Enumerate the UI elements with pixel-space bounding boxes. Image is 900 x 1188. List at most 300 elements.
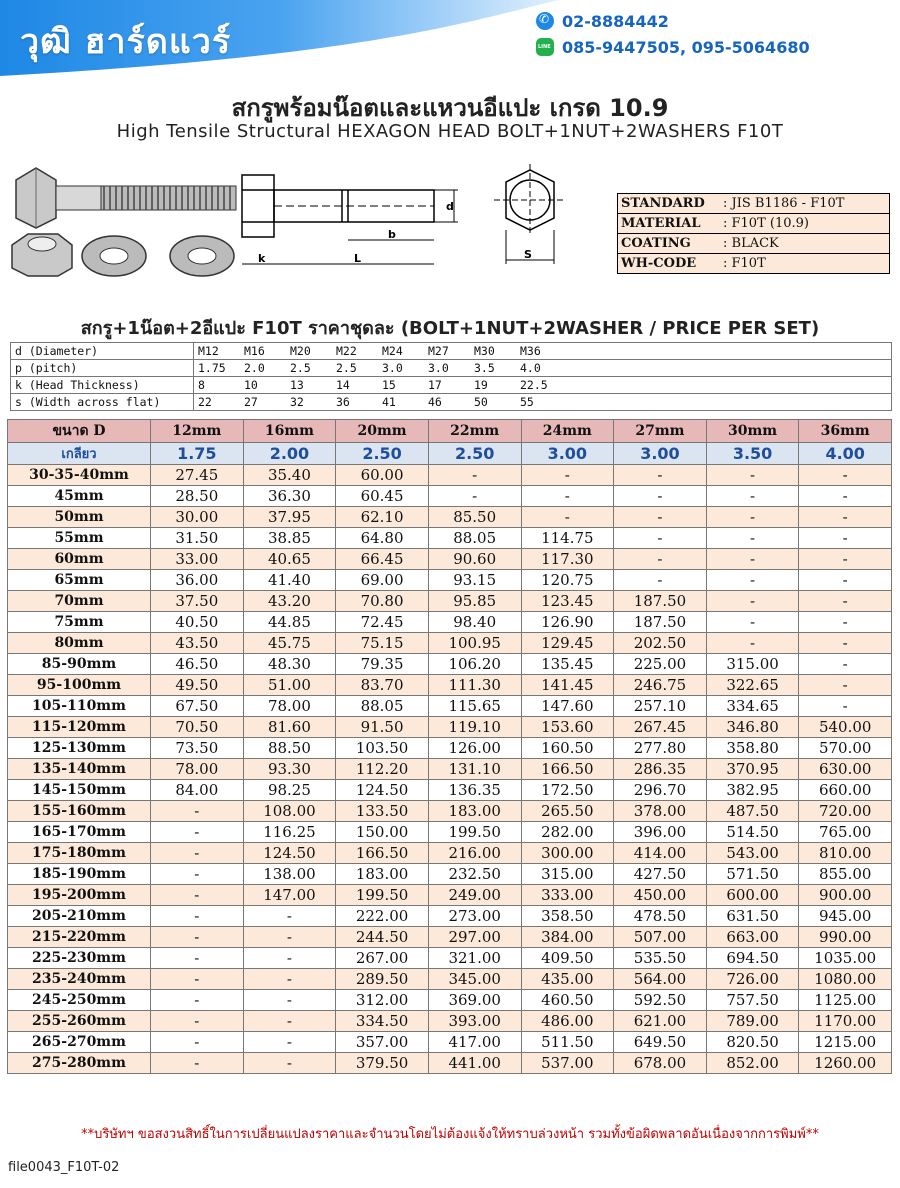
price-cell: -	[799, 654, 892, 675]
price-cell: 511.50	[521, 1032, 614, 1053]
price-cell: 83.70	[336, 675, 429, 696]
price-row	[8, 927, 892, 948]
diameter-header: 27mm	[614, 420, 707, 443]
dimension-value: 27	[240, 394, 286, 411]
price-row	[8, 864, 892, 885]
price-cell: 124.50	[336, 780, 429, 801]
dimension-value: 2.5	[332, 360, 378, 377]
price-cell: 450.00	[614, 885, 707, 906]
price-cell: -	[151, 1011, 244, 1032]
price-cell: 112.20	[336, 759, 429, 780]
price-cell: 694.50	[706, 948, 799, 969]
bolt-length: 95-100mm	[8, 675, 151, 696]
price-cell: 51.00	[243, 675, 336, 696]
price-cell: 199.50	[336, 885, 429, 906]
price-cell: 396.00	[614, 822, 707, 843]
price-cell: 38.85	[243, 528, 336, 549]
diameter-header: 24mm	[521, 420, 614, 443]
dimension-row	[11, 377, 892, 394]
price-cell: -	[706, 591, 799, 612]
price-cell: 126.90	[521, 612, 614, 633]
price-cell: 257.10	[614, 696, 707, 717]
price-cell: 72.45	[336, 612, 429, 633]
price-cell: 378.00	[614, 801, 707, 822]
price-row	[8, 1053, 892, 1074]
bolt-length: 155-160mm	[8, 801, 151, 822]
spec-table	[617, 193, 890, 274]
phone-number: 02-8884442	[562, 12, 669, 31]
dimension-label: p (pitch)	[11, 360, 194, 377]
bolt-length: 125-130mm	[8, 738, 151, 759]
price-row	[8, 801, 892, 822]
price-cell: 147.00	[243, 885, 336, 906]
price-cell: 417.00	[428, 1032, 521, 1053]
price-cell: 90.60	[428, 549, 521, 570]
price-cell: -	[614, 549, 707, 570]
price-cell: 334.50	[336, 1011, 429, 1032]
price-cell: 75.15	[336, 633, 429, 654]
price-cell: 43.20	[243, 591, 336, 612]
dimension-value: 8	[194, 377, 241, 394]
price-cell: 37.95	[243, 507, 336, 528]
price-row	[8, 1032, 892, 1053]
price-cell: -	[243, 927, 336, 948]
price-cell: 129.45	[521, 633, 614, 654]
price-cell: 945.00	[799, 906, 892, 927]
price-row	[8, 822, 892, 843]
price-cell: 379.50	[336, 1053, 429, 1074]
price-cell: 116.25	[243, 822, 336, 843]
price-cell: 48.30	[243, 654, 336, 675]
spec-key: WH-CODE	[618, 254, 721, 274]
price-cell: 37.50	[151, 591, 244, 612]
disclaimer-note: **บริษัทฯ ขอสงวนสิทธิ์ในการเปลี่ยนแปลงราคาและจำนวนโดยไม่ต้องแจ้งให้ทราบล่วงหน้า รวมทั้งข้อผิดพลาดอันเนื่องจากการพิมพ์**	[81, 1127, 819, 1142]
price-row	[8, 528, 892, 549]
price-cell: 187.50	[614, 612, 707, 633]
price-cell: -	[521, 507, 614, 528]
bolt-length: 185-190mm	[8, 864, 151, 885]
bolt-length: 235-240mm	[8, 969, 151, 990]
bolt-length: 45mm	[8, 486, 151, 507]
bolt-length: 195-200mm	[8, 885, 151, 906]
bolt-length: 135-140mm	[8, 759, 151, 780]
price-cell: -	[706, 528, 799, 549]
price-cell: 199.50	[428, 822, 521, 843]
price-cell: 660.00	[799, 780, 892, 801]
price-cell: 222.00	[336, 906, 429, 927]
diameter-header: 30mm	[706, 420, 799, 443]
dimension-value: 4.0	[516, 360, 562, 377]
header-banner	[0, 0, 900, 76]
price-cell: -	[521, 486, 614, 507]
price-cell: 246.75	[614, 675, 707, 696]
price-cell: 67.50	[151, 696, 244, 717]
price-cell: 427.50	[614, 864, 707, 885]
line-app-icon	[536, 38, 554, 56]
price-cell: 358.80	[706, 738, 799, 759]
price-cell: 409.50	[521, 948, 614, 969]
dimension-value: M36	[516, 343, 562, 360]
phone-icon	[536, 12, 554, 30]
price-cell: -	[799, 633, 892, 654]
price-cell: 321.00	[428, 948, 521, 969]
dimension-row	[11, 360, 892, 377]
price-cell: 49.50	[151, 675, 244, 696]
price-cell: -	[151, 1053, 244, 1074]
diameter-header-row	[8, 420, 892, 443]
spec-row	[618, 194, 890, 214]
bolt-length: 245-250mm	[8, 990, 151, 1011]
price-cell: 232.50	[428, 864, 521, 885]
price-cell: -	[243, 1011, 336, 1032]
price-cell: -	[799, 612, 892, 633]
bolt-length: 80mm	[8, 633, 151, 654]
dimension-value: M24	[378, 343, 424, 360]
price-cell: 300.00	[521, 843, 614, 864]
file-id: file0043_F10T-02	[8, 1160, 120, 1175]
price-cell: 95.85	[428, 591, 521, 612]
price-cell: -	[614, 465, 707, 486]
bolt-drawings	[8, 160, 598, 280]
price-cell: 478.50	[614, 906, 707, 927]
price-row	[8, 570, 892, 591]
price-cell: 98.25	[243, 780, 336, 801]
pitch-value: 3.00	[521, 443, 614, 465]
price-row	[8, 696, 892, 717]
price-cell: -	[243, 1053, 336, 1074]
bolt-length: 70mm	[8, 591, 151, 612]
washer-images	[82, 236, 234, 276]
price-cell: 514.50	[706, 822, 799, 843]
price-cell: 621.00	[614, 1011, 707, 1032]
price-cell: 44.85	[243, 612, 336, 633]
price-cell: -	[151, 927, 244, 948]
price-cell: 855.00	[799, 864, 892, 885]
price-cell: 30.00	[151, 507, 244, 528]
price-cell: 27.45	[151, 465, 244, 486]
price-cell: 382.95	[706, 780, 799, 801]
dimension-label: k (Head Thickness)	[11, 377, 194, 394]
price-cell: 120.75	[521, 570, 614, 591]
dimension-value: 17	[424, 377, 470, 394]
dimension-value: 13	[286, 377, 332, 394]
bolt-length: 75mm	[8, 612, 151, 633]
price-cell: 460.50	[521, 990, 614, 1011]
price-cell: 273.00	[428, 906, 521, 927]
pitch-value: 1.75	[151, 443, 244, 465]
bolt-length: 115-120mm	[8, 717, 151, 738]
bolt-length: 145-150mm	[8, 780, 151, 801]
price-row	[8, 969, 892, 990]
price-cell: 346.80	[706, 717, 799, 738]
phone-contact[interactable]	[536, 12, 669, 31]
dimension-value: 22.5	[516, 377, 562, 394]
dimension-value: 19	[470, 377, 516, 394]
price-cell: 631.50	[706, 906, 799, 927]
price-cell: 81.60	[243, 717, 336, 738]
price-cell: 649.50	[614, 1032, 707, 1053]
dimension-label: s (Width across flat)	[11, 394, 194, 411]
price-cell: 370.95	[706, 759, 799, 780]
bolt-length: 265-270mm	[8, 1032, 151, 1053]
price-cell: 115.65	[428, 696, 521, 717]
spec-key: STANDARD	[618, 194, 721, 214]
pitch-value: 2.50	[428, 443, 521, 465]
dimension-table	[10, 342, 892, 411]
price-row	[8, 654, 892, 675]
spec-value: : F10T	[720, 254, 890, 274]
diameter-header: 22mm	[428, 420, 521, 443]
price-row	[8, 780, 892, 801]
price-cell: -	[151, 864, 244, 885]
dimension-label: d (Diameter)	[11, 343, 194, 360]
dimension-value: 36	[332, 394, 378, 411]
label-b: b	[388, 228, 396, 241]
price-cell: 216.00	[428, 843, 521, 864]
dimension-value: 10	[240, 377, 286, 394]
price-cell: -	[151, 969, 244, 990]
price-cell: 315.00	[706, 654, 799, 675]
dimension-value: 1.75	[194, 360, 241, 377]
price-cell: 172.50	[521, 780, 614, 801]
price-cell: 289.50	[336, 969, 429, 990]
price-cell: 630.00	[799, 759, 892, 780]
price-cell: 124.50	[243, 843, 336, 864]
price-row	[8, 885, 892, 906]
price-cell: 64.80	[336, 528, 429, 549]
price-cell: 40.50	[151, 612, 244, 633]
price-cell: 147.60	[521, 696, 614, 717]
price-cell: 187.50	[614, 591, 707, 612]
dimension-value: 14	[332, 377, 378, 394]
price-cell: 296.70	[614, 780, 707, 801]
price-cell: 98.40	[428, 612, 521, 633]
price-cell: -	[151, 801, 244, 822]
price-cell: 73.50	[151, 738, 244, 759]
price-cell: 108.00	[243, 801, 336, 822]
price-cell: 166.50	[336, 843, 429, 864]
dimension-value: 55	[516, 394, 562, 411]
bolt-length: 50mm	[8, 507, 151, 528]
price-cell: -	[243, 969, 336, 990]
price-cell: 852.00	[706, 1053, 799, 1074]
price-cell: 345.00	[428, 969, 521, 990]
spec-key: MATERIAL	[618, 214, 721, 234]
price-cell: 88.05	[336, 696, 429, 717]
spec-row	[618, 254, 890, 274]
price-cell: 183.00	[336, 864, 429, 885]
price-row	[8, 486, 892, 507]
dimension-spacer	[562, 394, 892, 411]
price-cell: 334.65	[706, 696, 799, 717]
price-cell: 1170.00	[799, 1011, 892, 1032]
price-cell: 35.40	[243, 465, 336, 486]
price-cell: 414.00	[614, 843, 707, 864]
pitch-header: เกลียว	[8, 443, 151, 465]
price-cell: 114.75	[521, 528, 614, 549]
price-cell: 41.40	[243, 570, 336, 591]
price-row	[8, 591, 892, 612]
dimension-value: M16	[240, 343, 286, 360]
price-cell: 810.00	[799, 843, 892, 864]
price-cell: -	[706, 486, 799, 507]
dimension-spacer	[562, 377, 892, 394]
bolt-length: 65mm	[8, 570, 151, 591]
price-cell: -	[151, 843, 244, 864]
page-title-english: High Tensile Structural HEXAGON HEAD BOLT+1NUT+2WASHERS F10T	[116, 121, 784, 142]
dimension-value: M22	[332, 343, 378, 360]
spec-row	[618, 214, 890, 234]
price-cell: -	[706, 507, 799, 528]
price-cell: 183.00	[428, 801, 521, 822]
price-cell: 600.00	[706, 885, 799, 906]
price-cell: 103.50	[336, 738, 429, 759]
pitch-value: 3.50	[706, 443, 799, 465]
price-cell: 384.00	[521, 927, 614, 948]
bolt-side-view	[242, 175, 458, 264]
price-cell: -	[151, 990, 244, 1011]
price-cell: -	[428, 465, 521, 486]
price-cell: 225.00	[614, 654, 707, 675]
price-cell: 507.00	[614, 927, 707, 948]
dimension-value: M12	[194, 343, 241, 360]
price-cell: 333.00	[521, 885, 614, 906]
price-cell: 126.00	[428, 738, 521, 759]
price-cell: 131.10	[428, 759, 521, 780]
bolt-length: 165-170mm	[8, 822, 151, 843]
price-cell: 66.45	[336, 549, 429, 570]
price-cell: 43.50	[151, 633, 244, 654]
price-cell: 70.80	[336, 591, 429, 612]
price-cell: -	[706, 465, 799, 486]
price-cell: 357.00	[336, 1032, 429, 1053]
price-cell: -	[614, 570, 707, 591]
price-cell: 537.00	[521, 1053, 614, 1074]
price-cell: -	[151, 885, 244, 906]
spec-value: : JIS B1186 - F10T	[720, 194, 890, 214]
price-cell: -	[799, 549, 892, 570]
price-row	[8, 633, 892, 654]
price-cell: 277.80	[614, 738, 707, 759]
price-section-title: สกรู+1น๊อต+2อีแปะ F10T ราคาชุดละ (BOLT+1NUT+2WASHER / PRICE PER SET)	[80, 318, 820, 339]
label-d: d	[446, 200, 454, 213]
dimension-value: M30	[470, 343, 516, 360]
pitch-value: 2.50	[336, 443, 429, 465]
price-cell: 322.65	[706, 675, 799, 696]
dimension-spacer	[562, 343, 892, 360]
dimension-spacer	[562, 360, 892, 377]
price-cell: -	[243, 1032, 336, 1053]
price-cell: -	[799, 696, 892, 717]
price-row	[8, 717, 892, 738]
bolt-length: 175-180mm	[8, 843, 151, 864]
price-cell: 45.75	[243, 633, 336, 654]
nut-image	[12, 234, 72, 276]
price-cell: 249.00	[428, 885, 521, 906]
price-cell: 62.10	[336, 507, 429, 528]
price-cell: 543.00	[706, 843, 799, 864]
price-cell: 150.00	[336, 822, 429, 843]
dimension-value: 2.5	[286, 360, 332, 377]
price-cell: 358.50	[521, 906, 614, 927]
dimension-value: 41	[378, 394, 424, 411]
dimension-value: M20	[286, 343, 332, 360]
price-cell: 60.00	[336, 465, 429, 486]
price-cell: -	[799, 675, 892, 696]
price-cell: 33.00	[151, 549, 244, 570]
price-cell: 663.00	[706, 927, 799, 948]
bolt-length: 255-260mm	[8, 1011, 151, 1032]
bolt-length: 60mm	[8, 549, 151, 570]
page-title-thai: สกรูพร้อมน๊อตและแหวนอีแปะ เกรด 10.9	[231, 94, 669, 122]
price-cell: -	[151, 822, 244, 843]
price-cell: 202.50	[614, 633, 707, 654]
price-cell: 486.00	[521, 1011, 614, 1032]
price-cell: 282.00	[521, 822, 614, 843]
price-cell: 564.00	[614, 969, 707, 990]
price-cell: 85.50	[428, 507, 521, 528]
price-cell: -	[706, 633, 799, 654]
price-cell: 312.00	[336, 990, 429, 1011]
bolt-image	[16, 168, 236, 228]
price-cell: 69.00	[336, 570, 429, 591]
brand-logo: วุฒิ ฮาร์ดแวร์	[20, 22, 232, 62]
price-cell: 535.50	[614, 948, 707, 969]
price-cell: 570.00	[799, 738, 892, 759]
price-cell: -	[799, 507, 892, 528]
price-cell: 789.00	[706, 1011, 799, 1032]
price-cell: 88.50	[243, 738, 336, 759]
dimension-value: 3.5	[470, 360, 516, 377]
line-numbers: 085-9447505, 095-5064680	[562, 38, 810, 57]
price-cell: 40.65	[243, 549, 336, 570]
dimension-value: 50	[470, 394, 516, 411]
dimension-value: 3.0	[424, 360, 470, 377]
line-contact[interactable]	[536, 38, 810, 57]
price-cell: -	[614, 507, 707, 528]
price-row	[8, 675, 892, 696]
price-cell: 117.30	[521, 549, 614, 570]
price-cell: 119.10	[428, 717, 521, 738]
price-cell: 720.00	[799, 801, 892, 822]
bolt-length: 205-210mm	[8, 906, 151, 927]
spec-key: COATING	[618, 234, 721, 254]
bolt-length: 30-35-40mm	[8, 465, 151, 486]
price-row	[8, 612, 892, 633]
price-row	[8, 990, 892, 1011]
price-cell: 820.50	[706, 1032, 799, 1053]
price-cell: 592.50	[614, 990, 707, 1011]
price-table	[7, 419, 892, 1074]
price-row	[8, 465, 892, 486]
price-cell: -	[799, 486, 892, 507]
price-cell: 138.00	[243, 864, 336, 885]
price-cell: -	[706, 570, 799, 591]
price-cell: -	[151, 906, 244, 927]
price-cell: 571.50	[706, 864, 799, 885]
price-cell: 315.00	[521, 864, 614, 885]
price-cell: 100.95	[428, 633, 521, 654]
price-cell: 435.00	[521, 969, 614, 990]
price-cell: 900.00	[799, 885, 892, 906]
dimension-value: 3.0	[378, 360, 424, 377]
price-cell: 1125.00	[799, 990, 892, 1011]
price-cell: -	[799, 570, 892, 591]
price-cell: 70.50	[151, 717, 244, 738]
price-cell: -	[614, 486, 707, 507]
price-cell: 88.05	[428, 528, 521, 549]
dimension-value: 22	[194, 394, 241, 411]
